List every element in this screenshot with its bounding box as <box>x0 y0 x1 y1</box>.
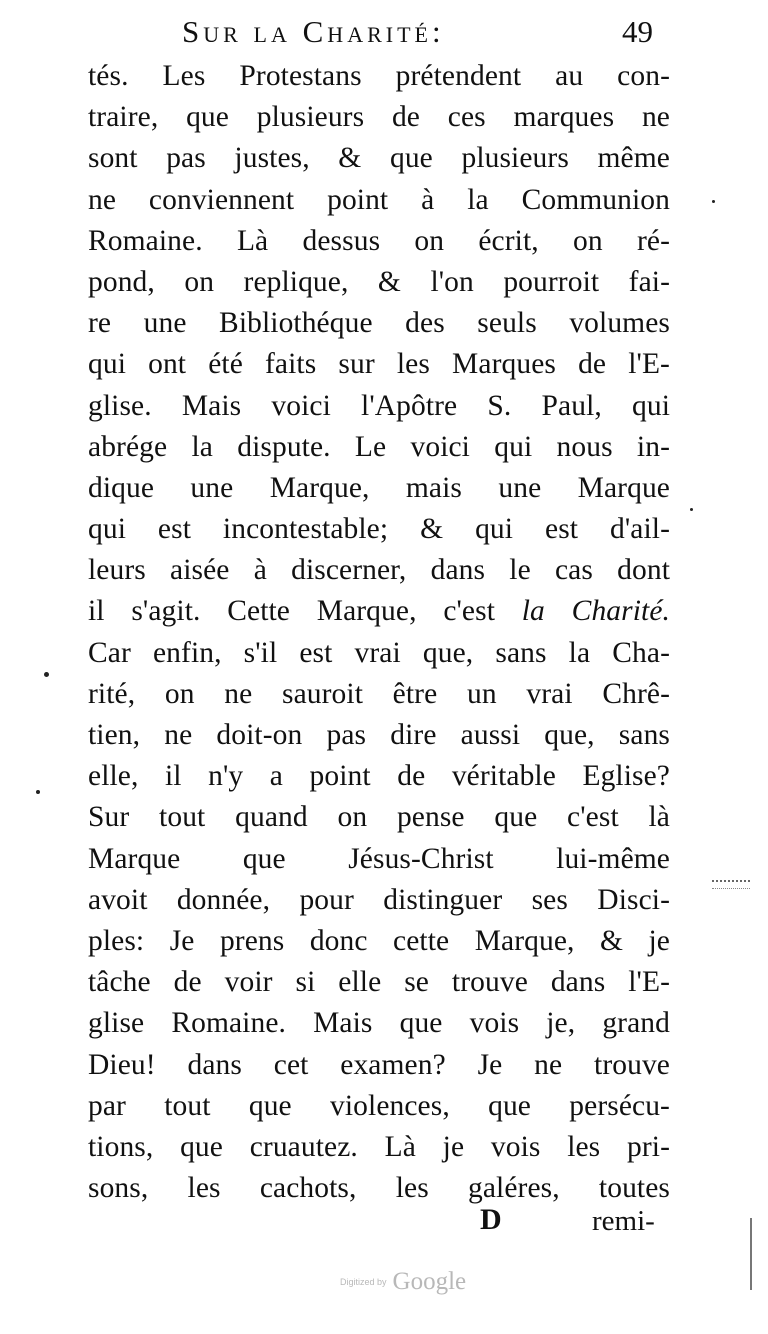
watermark-prefix: Digitized by <box>340 1277 387 1287</box>
text-line: sont pas justes, & que plusieurs même <box>88 142 670 175</box>
text-line: sons, les cachots, les galéres, toutes <box>88 1172 670 1205</box>
text-line: Sur tout quand on pense que c'est là <box>88 801 670 834</box>
text-line: Marque que Jésus-Christ lui-même <box>88 842 670 875</box>
running-head <box>0 8 768 52</box>
digitization-watermark <box>340 1268 466 1296</box>
text-line: glise. Mais voici l'Apôtre S. Paul, qui <box>88 389 670 422</box>
text-line: pond, on replique, & l'on pourroit fai- <box>88 265 670 298</box>
emphasized-text: la Charité. <box>521 595 670 628</box>
text-line: Romaine. Là dessus on écrit, on ré- <box>88 224 670 257</box>
text-line: tés. Les Protestans prétendent au con- <box>88 60 670 92</box>
signature-mark: D <box>480 1203 502 1236</box>
page-footer <box>0 1203 768 1247</box>
ink-speck <box>690 508 693 511</box>
body-text <box>88 56 670 1209</box>
ink-speck <box>44 672 49 677</box>
text-line: avoit donnée, pour distinguer ses Disci- <box>88 883 670 916</box>
text-line: dique une Marque, mais une Marque <box>88 471 670 504</box>
text-line: Dieu! dans cet examen? Je ne trouve <box>88 1048 670 1081</box>
text-line: leurs aisée à discerner, dans le cas dont <box>88 554 670 587</box>
text-line: tions, que cruautez. Là je vois les pri- <box>88 1130 670 1163</box>
text-line: Car enfin, s'il est vrai que, sans la Cha- <box>88 636 670 669</box>
catchword: remi- <box>592 1205 655 1237</box>
text-line: glise Romaine. Mais que vois je, grand <box>88 1007 670 1040</box>
text-line: il s'agit. Cette Marque, c'est la Charité. <box>88 595 670 628</box>
text-line: elle, il n'y a point de véritable Eglise? <box>88 760 670 793</box>
text-line: ne conviennent point à la Communion <box>88 183 670 216</box>
text-line: abrége la dispute. Le voici qui nous in- <box>88 430 670 463</box>
text-line: tien, ne doit-on pas dire aussi que, sans <box>88 719 670 751</box>
running-title: Sur la Charité: <box>182 14 445 49</box>
page-number: 49 <box>622 14 653 49</box>
text-line: tâche de voir si elle se trouve dans l'E- <box>88 966 670 999</box>
ink-speck <box>712 200 715 203</box>
watermark-brand: Google <box>392 1268 467 1295</box>
text-line: qui ont été faits sur les Marques de l'E- <box>88 348 670 381</box>
text-line: qui est incontestable; & qui est d'ail- <box>88 513 670 546</box>
margin-mark <box>712 880 750 889</box>
page-edge-line <box>750 1218 752 1290</box>
text-line: par tout que violences, que persécu- <box>88 1089 670 1122</box>
text-line: ples: Je prens donc cette Marque, & je <box>88 924 670 957</box>
text-line: rité, on ne sauroit être un vrai Chrê- <box>88 677 670 710</box>
ink-speck <box>36 790 40 794</box>
text-line: re une Bibliothéque des seuls volumes <box>88 307 670 340</box>
text-line: traire, que plusieurs de ces marques ne <box>88 101 670 134</box>
